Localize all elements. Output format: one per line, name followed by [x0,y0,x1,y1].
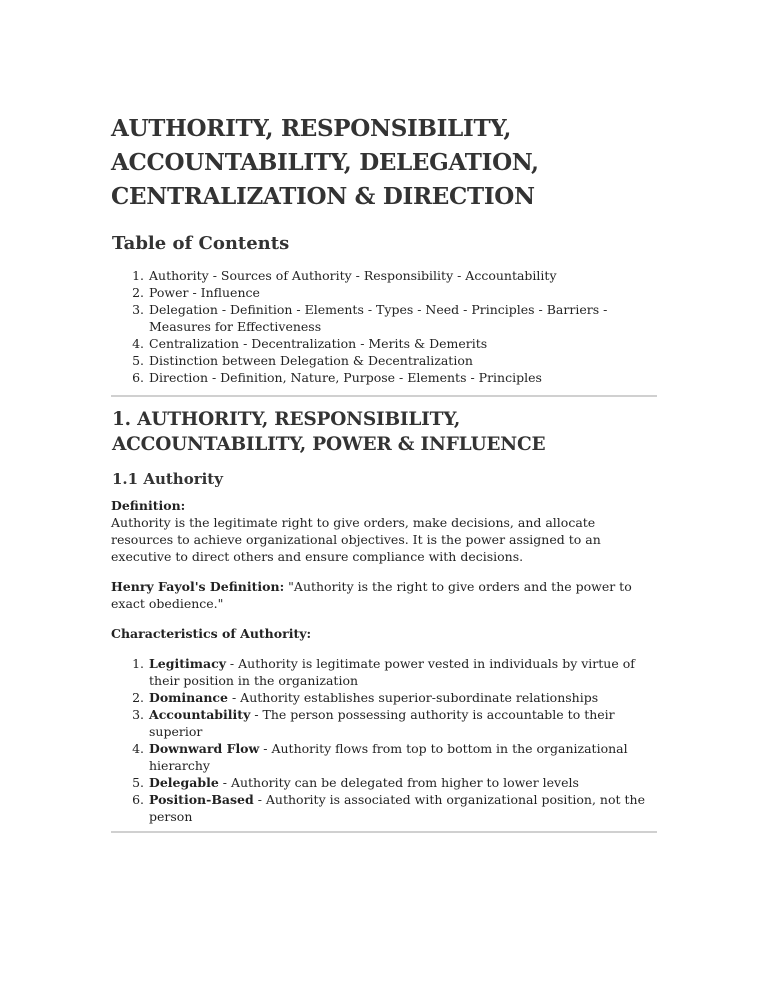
section-heading: 1. AUTHORITY, RESPONSIBILITY, ACCOUNTABILITY, POWER & INFLUENCE [112,409,546,455]
toc-item: 5. Distinction between Delegation & Decentralization [148,352,657,369]
toc-item: 2. Power - Influence [148,284,657,301]
list-item [148,655,657,689]
characteristic-desc: - Authority is legitimate power vested in individuals by virtue of their position in the organization [149,656,635,688]
toc-item: 4. Centralization - Decentralization - Merits & Demerits [148,335,657,352]
list-item [148,740,657,774]
list-item [148,791,657,825]
definition-label: Definition: [111,498,186,513]
characteristic-desc: - Authority is associated with organizational position, not the person [149,792,645,824]
fayol-label: Henry Fayol's Definition: [111,579,285,594]
toc-list [111,267,657,386]
toc-item: 6. Direction - Definition, Nature, Purpose - Elements - Principles [148,369,657,386]
characteristic-term: Accountability [149,707,251,722]
definition-text: Authority is the legitimate right to give orders, make decisions, and allocate resources to achieve organizational objectives. It is the power assigned to an executive to direct others and ensure compliance with decisions. [111,515,601,564]
characteristic-desc: - The person possessing authority is accountable to their superior [149,707,615,739]
list-item [148,706,657,740]
characteristic-term: Dominance [149,690,228,705]
divider [111,395,657,397]
characteristic-desc: - Authority flows from top to bottom in the organizational hierarchy [149,741,628,773]
list-item [148,774,657,791]
toc-item: 3. Delegation - Definition - Elements - Types - Need - Principles - Barriers - Measures for Effectiveness [148,301,657,335]
fayol-text: "Authority is the right to give orders and the power to exact obedience." [111,579,632,611]
document-title [111,112,657,214]
characteristic-term: Downward Flow [149,741,260,756]
divider [111,831,657,833]
title-line-1: AUTHORITY, RESPONSIBILITY, [111,115,512,142]
characteristics-list [111,655,657,825]
characteristics-label: Characteristics of Authority: [111,626,312,641]
characteristic-term: Position-Based [149,792,254,807]
toc-item: 1. Authority - Sources of Authority - Responsibility - Accountability [148,267,657,284]
characteristic-term: Delegable [149,775,219,790]
toc-heading: Table of Contents [112,233,290,254]
characteristic-term: Legitimacy [149,656,226,671]
sub-heading: 1.1 Authority [112,470,223,488]
document-content [111,112,657,833]
title-line-2: ACCOUNTABILITY, DELEGATION, [111,149,539,176]
fayol-definition [111,578,657,612]
list-item [148,689,657,706]
characteristic-desc: - Authority establishes superior-subordinate relationships [228,690,599,705]
title-line-3: CENTRALIZATION & DIRECTION [111,183,535,210]
characteristic-desc: - Authority can be delegated from higher to lower levels [218,775,579,790]
